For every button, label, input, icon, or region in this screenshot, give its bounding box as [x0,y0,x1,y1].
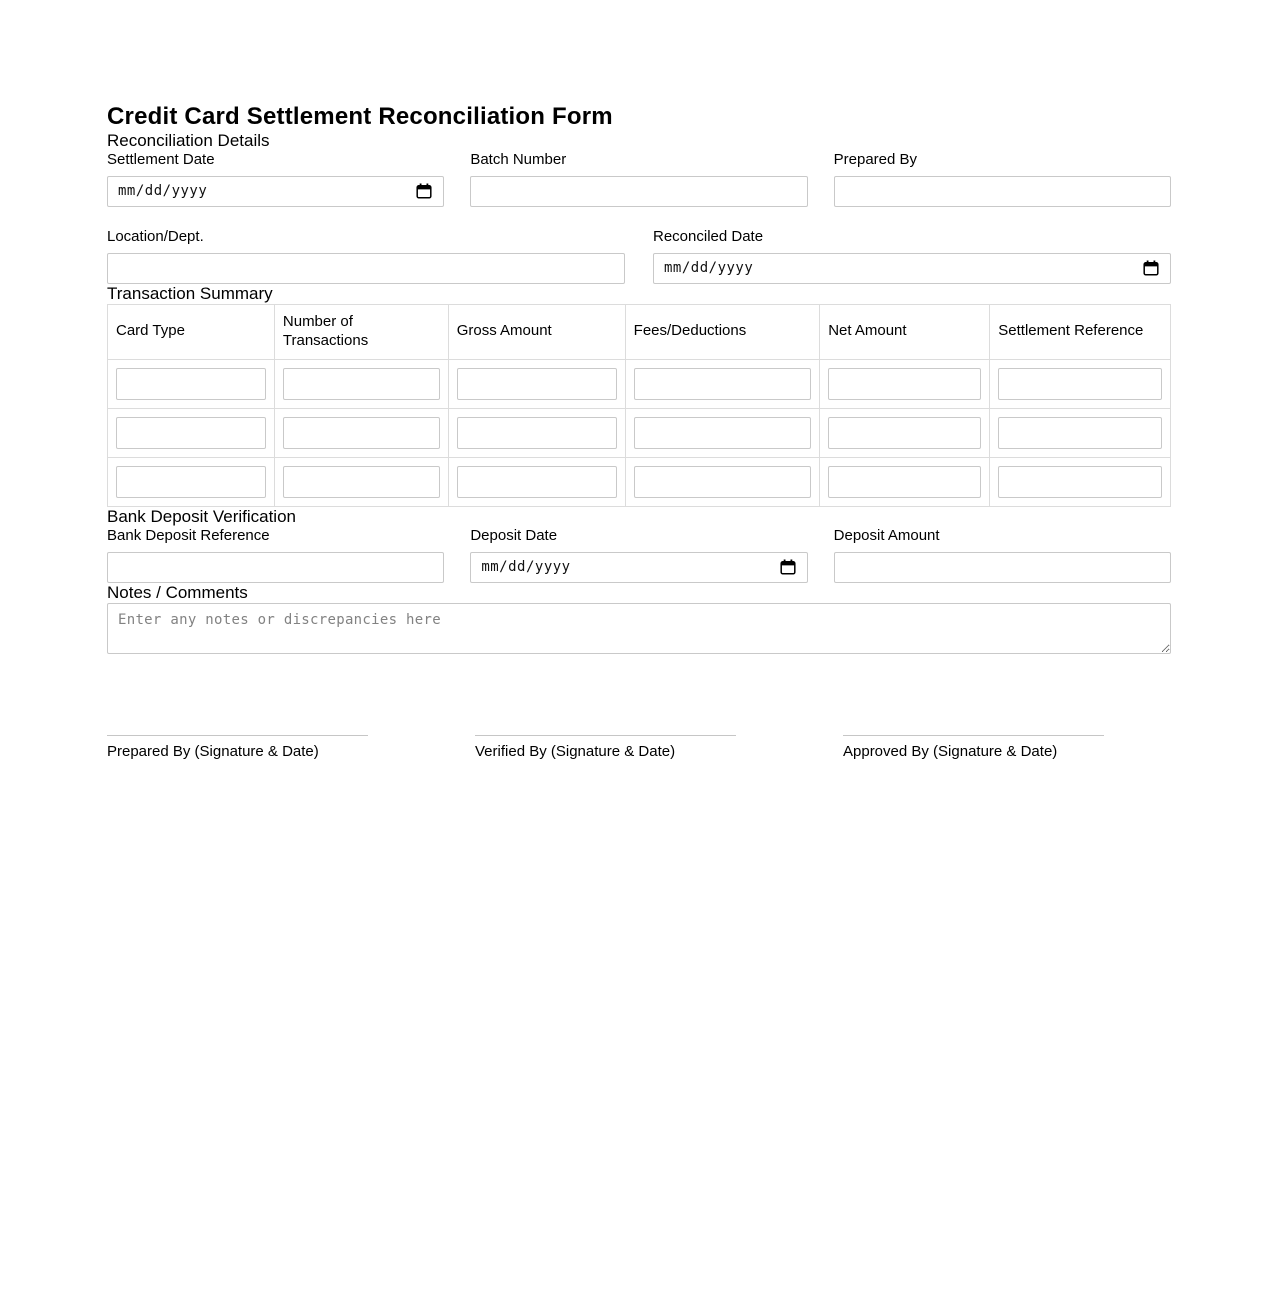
prepared-by-signature-label: Prepared By (Signature & Date) [107,742,319,760]
deposit-date-placeholder: mm/dd/yyyy [481,559,571,576]
reconciliation-details-heading: Reconciliation Details [107,130,270,150]
prepared-by-input[interactable] [834,176,1171,207]
page-title: Credit Card Settlement Reconciliation Form [107,103,613,130]
settlement-reference-row2-input[interactable] [998,417,1162,449]
reconciled-date-field [653,228,1171,284]
signature-line [107,735,368,736]
gross-amount-row3-input[interactable] [457,466,617,498]
fees-deductions-row1-input[interactable] [634,368,812,400]
calendar-icon[interactable] [779,558,797,576]
number-of-transactions-row3-input[interactable] [283,466,440,498]
bank-deposit-reference-field [107,527,444,583]
col-header-fees-deductions: Fees/Deductions [625,304,820,359]
card-type-row1-input[interactable] [116,368,266,400]
table-row [108,408,1171,457]
credit-card-settlement-form [107,0,1171,880]
prepared-by-signature-block [107,735,435,760]
net-amount-row1-input[interactable] [828,368,981,400]
deposit-date-input[interactable] [470,552,807,583]
table-row [108,457,1171,506]
bank-deposit-reference-label: Bank Deposit Reference [107,526,270,544]
batch-number-label: Batch Number [470,150,567,168]
location-dept-field [107,228,625,284]
col-header-settlement-reference: Settlement Reference [990,304,1171,359]
bank-deposit-row [107,527,1171,583]
signature-line [475,735,736,736]
col-header-gross-amount: Gross Amount [448,304,625,359]
number-of-transactions-row1-input[interactable] [283,368,440,400]
section-notes-comments [107,583,1171,659]
number-of-transactions-row2-input[interactable] [283,417,440,449]
reconciled-date-label: Reconciled Date [653,227,764,245]
reconciled-date-placeholder: mm/dd/yyyy [664,260,754,277]
fees-deductions-row2-input[interactable] [634,417,812,449]
fees-deductions-row3-input[interactable] [634,466,812,498]
transaction-summary-table [107,304,1171,507]
col-header-card-type: Card Type [108,304,275,359]
reconciliation-row-1 [107,151,1171,207]
deposit-amount-label: Deposit Amount [833,526,940,544]
signature-line [843,735,1104,736]
settlement-reference-row1-input[interactable] [998,368,1162,400]
deposit-date-field [470,527,807,583]
notes-comments-textarea[interactable] [107,603,1171,654]
calendar-icon[interactable] [415,182,433,200]
section-transaction-summary [107,284,1171,507]
reconciled-date-input[interactable] [653,253,1171,284]
col-header-number-of-transactions: Number of Transactions [274,304,448,359]
table-header-row [108,304,1171,359]
gross-amount-row1-input[interactable] [457,368,617,400]
net-amount-row2-input[interactable] [828,417,981,449]
prepared-by-label: Prepared By [833,150,918,168]
net-amount-row3-input[interactable] [828,466,981,498]
bank-deposit-heading: Bank Deposit Verification [107,506,296,526]
deposit-date-label: Deposit Date [470,526,558,544]
transaction-summary-heading: Transaction Summary [107,283,273,303]
approved-by-signature-label: Approved By (Signature & Date) [843,742,1058,760]
table-row [108,359,1171,408]
settlement-date-field [107,151,444,207]
prepared-by-field [834,151,1171,207]
bank-deposit-reference-input[interactable] [107,552,444,583]
deposit-amount-field [834,527,1171,583]
batch-number-input[interactable] [470,176,807,207]
location-dept-input[interactable] [107,253,625,284]
notes-comments-heading: Notes / Comments [107,582,248,602]
col-header-net-amount: Net Amount [820,304,990,359]
batch-number-field [470,151,807,207]
settlement-date-placeholder: mm/dd/yyyy [118,183,208,200]
deposit-amount-input[interactable] [834,552,1171,583]
approved-by-signature-block [843,735,1171,760]
reconciliation-row-2 [107,228,1171,284]
card-type-row3-input[interactable] [116,466,266,498]
settlement-date-label: Settlement Date [107,150,215,168]
gross-amount-row2-input[interactable] [457,417,617,449]
card-type-row2-input[interactable] [116,417,266,449]
signature-section [107,735,1171,760]
section-reconciliation-details [107,131,1171,284]
settlement-date-input[interactable] [107,176,444,207]
verified-by-signature-block [475,735,803,760]
calendar-icon[interactable] [1142,259,1160,277]
section-bank-deposit-verification [107,507,1171,583]
location-dept-label: Location/Dept. [107,227,204,245]
verified-by-signature-label: Verified By (Signature & Date) [475,742,676,760]
settlement-reference-row3-input[interactable] [998,466,1162,498]
